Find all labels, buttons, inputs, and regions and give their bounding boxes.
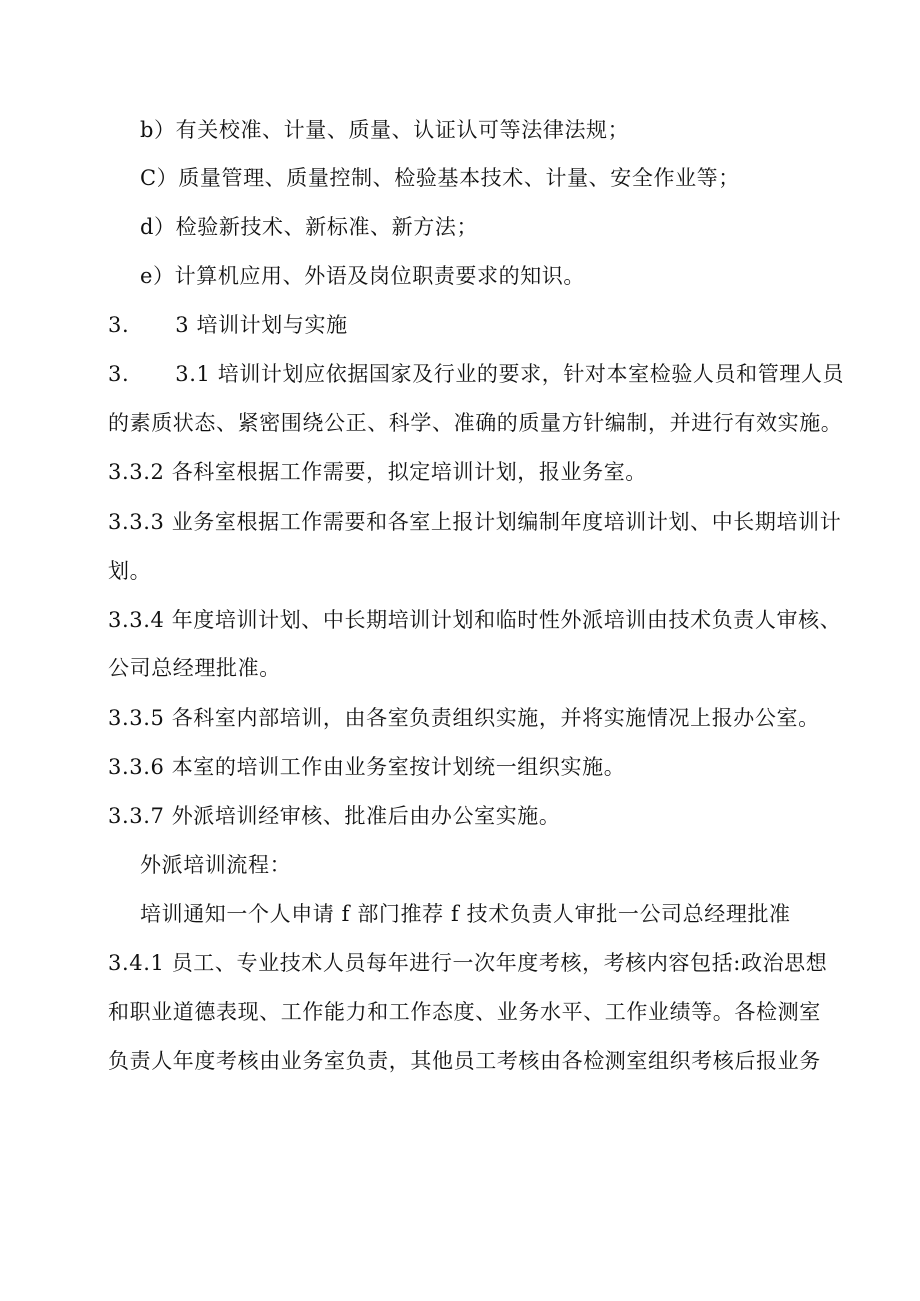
- paragraph-3-3-4-line-2: 公司总经理批准。: [108, 656, 281, 680]
- list-item-b: b）有关校准、计量、质量、认证认可等法律法规；: [140, 118, 630, 142]
- paragraph-3-4-1-line-3: 负责人年度考核由业务室负责，其他员工考核由各检测室组织考核后报业务: [108, 1049, 821, 1073]
- paragraph-3-3-1-text: 3.1 培训计划应依据国家及行业的要求，针对本室检验人员和管理人员: [175, 362, 845, 386]
- paragraph-3-3-3-line-1: 3.3.3 业务室根据工作需要和各室上报计划编制年度培训计划、中长期培训计: [108, 510, 842, 534]
- paragraph-3-3-3-line-2: 划。: [108, 559, 152, 583]
- section-heading-text: 3 培训计划与实施: [175, 313, 348, 337]
- paragraph-number-prefix: 3.: [108, 362, 130, 386]
- list-item-e: e）计算机应用、外语及岗位职责要求的知识。: [140, 264, 586, 288]
- paragraph-3-3-6: 3.3.6 本室的培训工作由业务室按计划统一组织实施。: [108, 755, 626, 779]
- list-item-c: C）质量管理、质量控制、检验基本技术、计量、安全作业等；: [140, 166, 740, 190]
- paragraph-3-4-1-line-2: 和职业道德表现、工作能力和工作态度、业务水平、工作业绩等。各检测室: [108, 1000, 821, 1024]
- section-heading-3-3: [108, 310, 348, 340]
- paragraph-3-3-5: 3.3.5 各科室内部培训，由各室负责组织实施，并将实施情况上报办公室。: [108, 706, 820, 730]
- list-item-d: d）检验新技术、新标准、新方法；: [140, 215, 479, 239]
- paragraph-3-4-1-line-1: 3.4.1 员工、专业技术人员每年进行一次年度考核，考核内容包括:政治思想: [108, 951, 828, 975]
- process-flow-text: 培训通知一个人申请 f 部门推荐 f 技术负责人审批一公司总经理批准: [140, 902, 791, 926]
- section-number-prefix: 3.: [108, 313, 130, 337]
- paragraph-3-3-1-line-1: [108, 359, 844, 389]
- paragraph-3-3-1-line-2: 的素质状态、紧密围绕公正、科学、准确的质量方针编制，并进行有效实施。: [108, 411, 843, 435]
- paragraph-3-3-2: 3.3.2 各科室根据工作需要，拟定培训计划，报业务室。: [108, 460, 647, 484]
- process-heading: 外派培训流程：: [140, 853, 292, 877]
- paragraph-3-3-7: 3.3.7 外派培训经审核、批准后由办公室实施。: [108, 804, 561, 828]
- paragraph-3-3-4-line-1: 3.3.4 年度培训计划、中长期培训计划和临时性外派培训由技术负责人审核、: [108, 608, 842, 632]
